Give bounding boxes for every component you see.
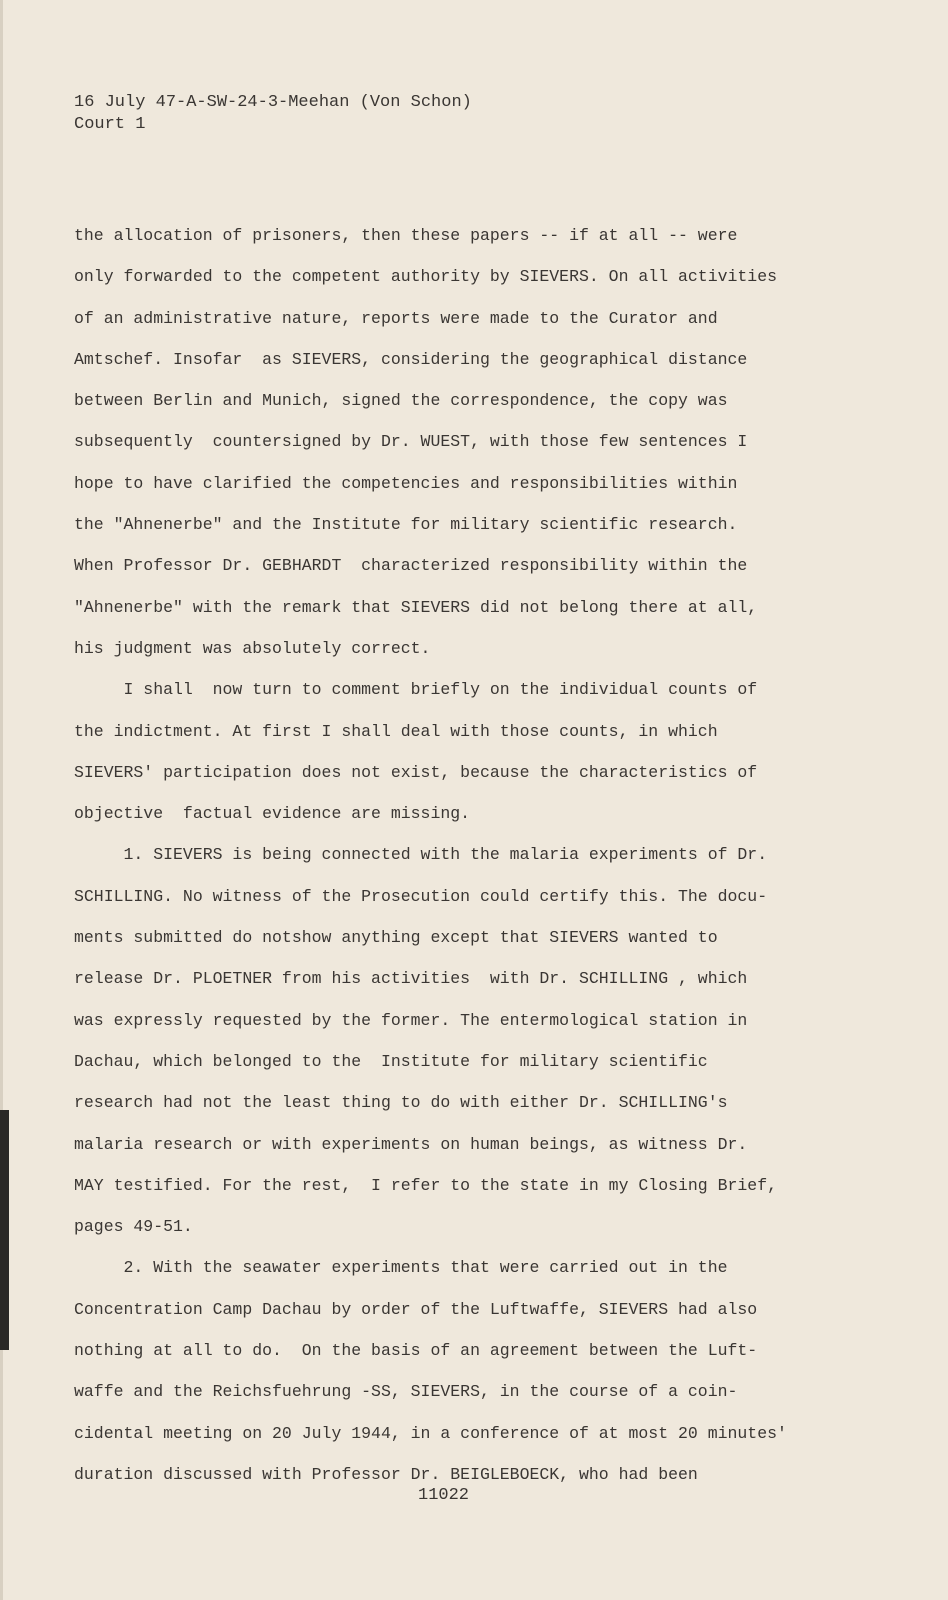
text-line: objective factual evidence are missing. [74, 804, 471, 824]
document-header [74, 92, 472, 136]
text-line: Dachau, which belonged to the Institute for military scientific [74, 1051, 708, 1071]
page-number: 11022 [418, 1486, 470, 1505]
text-line: SIEVERS' participation does not exist, because the characteristics of [74, 762, 758, 782]
text-line: hope to have clarified the competencies and responsibilities within [74, 473, 738, 493]
text-line: subsequently countersigned by Dr. WUEST, with those few sentences I [74, 432, 748, 452]
page-edge-shadow [0, 0, 3, 1600]
text-line: between Berlin and Munich, signed the correspondence, the copy was [74, 391, 728, 411]
text-line: I shall now turn to comment briefly on the individual counts of [74, 680, 758, 700]
binding-edge [0, 1110, 9, 1350]
text-line: Concentration Camp Dachau by order of the Luftwaffe, SIEVERS had also [74, 1299, 758, 1319]
text-line: release Dr. PLOETNER from his activities with Dr. SCHILLING , which [74, 969, 748, 989]
text-line: the allocation of prisoners, then these papers -- if at all -- were [74, 226, 738, 245]
text-line: 1. SIEVERS is being connected with the malaria experiments of Dr. [74, 845, 768, 865]
text-line: pages 49-51. [74, 1217, 193, 1237]
text-line: Amtschef. Insofar as SIEVERS, considering the geographical distance [74, 349, 748, 369]
text-line: SCHILLING. No witness of the Prosecution could certify this. The docu- [74, 886, 768, 906]
text-line: cidental meeting on 20 July 1944, in a conference of at most 20 minutes' [74, 1423, 787, 1443]
text-line: ments submitted do notshow anything except that SIEVERS wanted to [74, 928, 718, 948]
text-line: the indictment. At first I shall deal with those counts, in which [74, 721, 718, 741]
text-line: was expressly requested by the former. The entermological station in [74, 1010, 748, 1030]
text-line: research had not the least thing to do with either Dr. SCHILLING's [74, 1093, 728, 1113]
text-line: waffe and the Reichsfuehrung -SS, SIEVERS, in the course of a coin- [74, 1382, 738, 1402]
text-line: of an administrative nature, reports were made to the Curator and [74, 308, 718, 328]
header-court: Court 1 [74, 115, 146, 134]
text-line: the "Ahnenerbe" and the Institute for military scientific research. [74, 515, 738, 535]
text-line: only forwarded to the competent authority by SIEVERS. On all activities [74, 267, 778, 287]
text-line: MAY testified. For the rest, I refer to the state in my Closing Brief, [74, 1175, 778, 1195]
text-line: When Professor Dr. GEBHARDT characterized responsibility within the [74, 556, 748, 576]
document-body [74, 215, 814, 1495]
text-line: malaria research or with experiments on human beings, as witness Dr. [74, 1134, 748, 1154]
text-line: 2. With the seawater experiments that were carried out in the [74, 1258, 728, 1278]
text-line: his judgment was absolutely correct. [74, 638, 431, 658]
text-line: duration discussed with Professor Dr. BEIGLEBOECK, who had been [74, 1464, 698, 1484]
header-reference: 16 July 47-A-SW-24-3-Meehan (Von Schon) [74, 93, 472, 112]
text-line: nothing at all to do. On the basis of an agreement between the Luft- [74, 1341, 758, 1361]
text-line: "Ahnenerbe" with the remark that SIEVERS did not belong there at all, [74, 597, 758, 617]
